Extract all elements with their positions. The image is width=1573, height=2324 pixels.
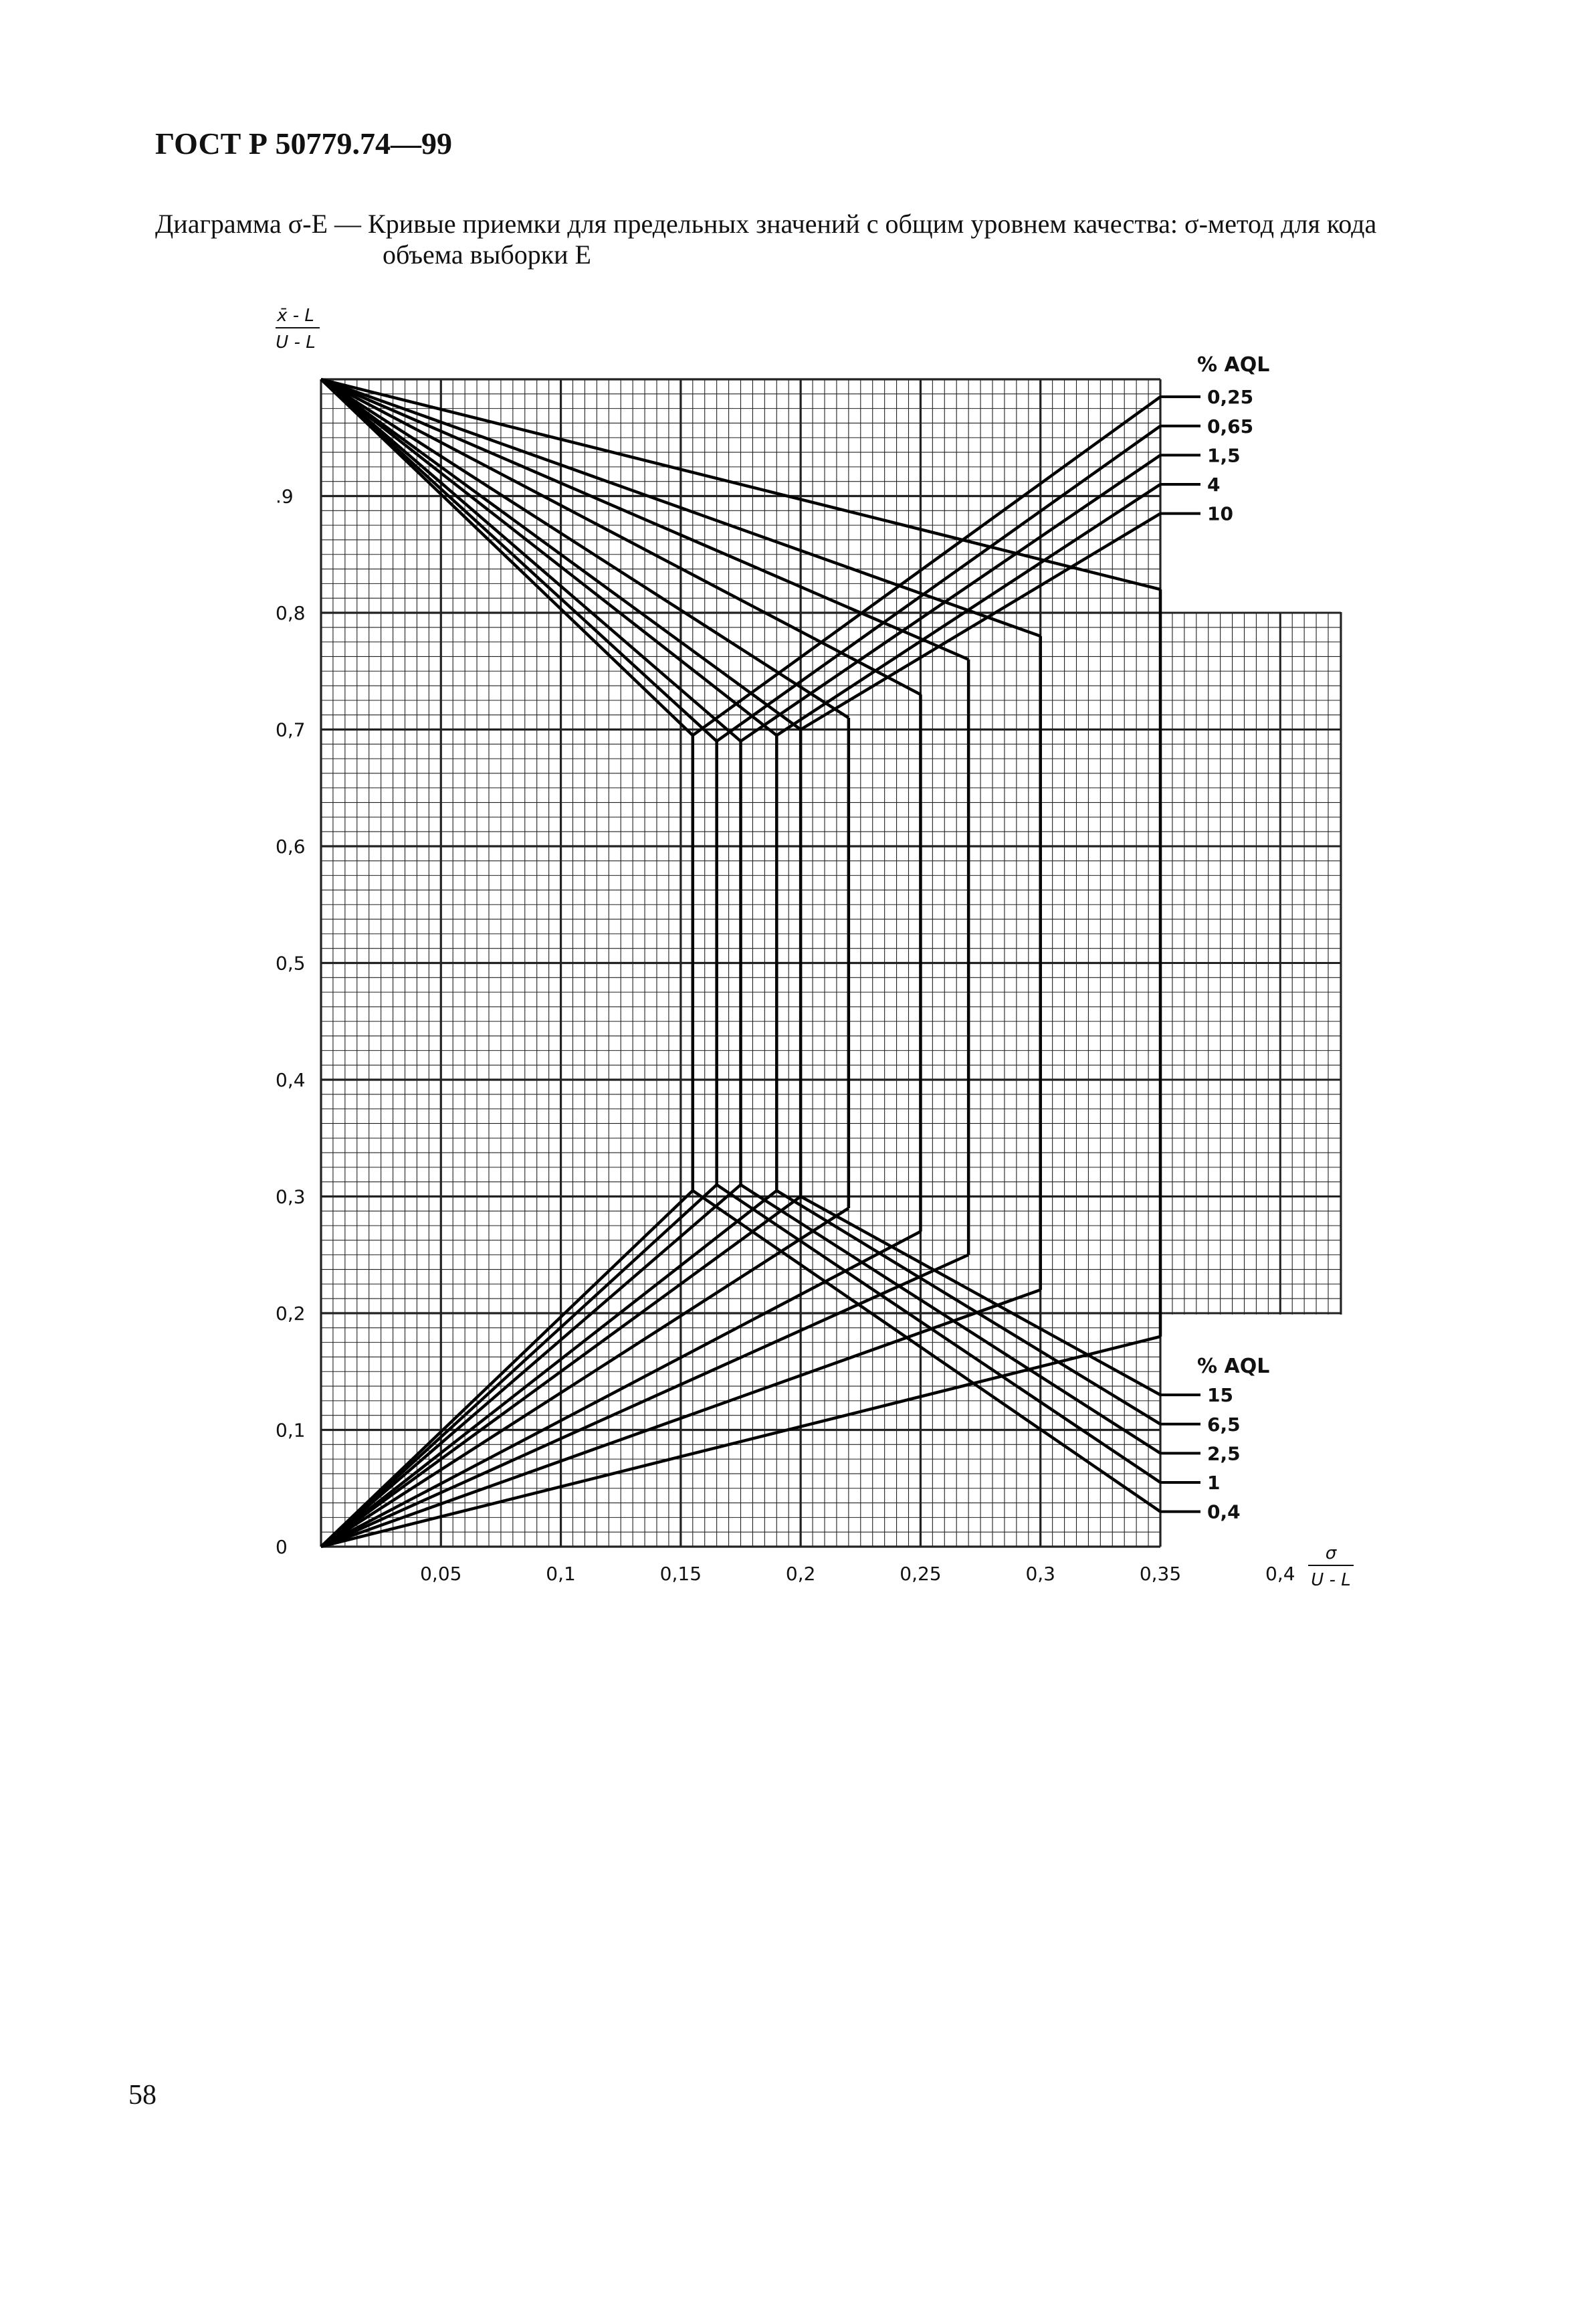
upper-curve [321,379,717,741]
upper-curve [321,379,693,735]
x-axis-label-denominator: U - L [1311,1570,1351,1590]
y-tick-label: 0,2 [276,1302,306,1325]
lower-curve [321,1191,693,1547]
y-tick-label: 0,7 [276,718,306,741]
y-tick-label: 0,3 [276,1185,306,1208]
y-tick-label: .9 [276,485,294,508]
y-tick-label: 0,6 [276,836,306,858]
y-tick-label: 0,4 [276,1069,306,1091]
x-tick-label: 0,35 [1139,1563,1182,1585]
upper-legend-entry: 0,65 [1207,415,1254,438]
x-axis-label-numerator: σ [1325,1543,1337,1563]
upper-legend-title: % AQL [1197,353,1270,377]
caption-line-2: объема выборки E [383,239,591,270]
y-tick-label: 0,8 [276,602,306,624]
x-tick-label: 0,05 [420,1563,462,1585]
x-tick-label: 0,1 [546,1563,576,1585]
axis-ticks [276,486,1295,1585]
y-axis-label-denominator: U - L [276,332,316,353]
page-number: 58 [128,2080,156,2111]
caption-line-1: Диаграмма σ-E — Кривые приемки для предельных значений с общим уровнем качества: σ-метод для кода [155,209,1377,239]
upper-legend-entry: 10 [1207,502,1233,525]
document-header: ГОСТ Р 50779.74—99 [155,126,452,161]
x-tick-label: 0,15 [659,1563,702,1585]
lower-legend-entry: 2,5 [1207,1442,1241,1465]
upper-legend-entry: 4 [1207,474,1221,496]
grid [321,379,1341,1547]
lower-curve [321,1185,741,1547]
y-tick-label: 0,1 [276,1419,306,1442]
upper-legend-entry: 1,5 [1207,444,1241,467]
axis-labels [276,306,1354,1590]
lower-leader-curve [717,1185,1160,1482]
lower-legend-entry: 15 [1207,1384,1233,1407]
y-axis-label-numerator: x̄ - L [277,306,314,326]
x-tick-label: 0,25 [900,1563,942,1585]
x-tick-label: 0,4 [1265,1563,1295,1585]
lower-curve [321,1185,717,1547]
lower-leader-curve [741,1185,1161,1453]
lower-legend-entry: 6,5 [1207,1413,1241,1436]
lower-legend-entry: 1 [1207,1472,1221,1494]
lower-leader-curve [693,1191,1160,1512]
lower-legend-title: % AQL [1197,1355,1270,1378]
upper-legend-entry: 0,25 [1207,386,1254,409]
x-tick-label: 0,2 [785,1563,816,1585]
upper-curve [321,379,741,741]
x-tick-label: 0,3 [1025,1563,1055,1585]
y-tick-label: 0 [276,1536,288,1558]
upper-leader-curve [693,397,1160,735]
y-tick-label: 0,5 [276,952,306,975]
legends [1160,353,1269,1523]
lower-legend-entry: 0,4 [1207,1500,1241,1523]
